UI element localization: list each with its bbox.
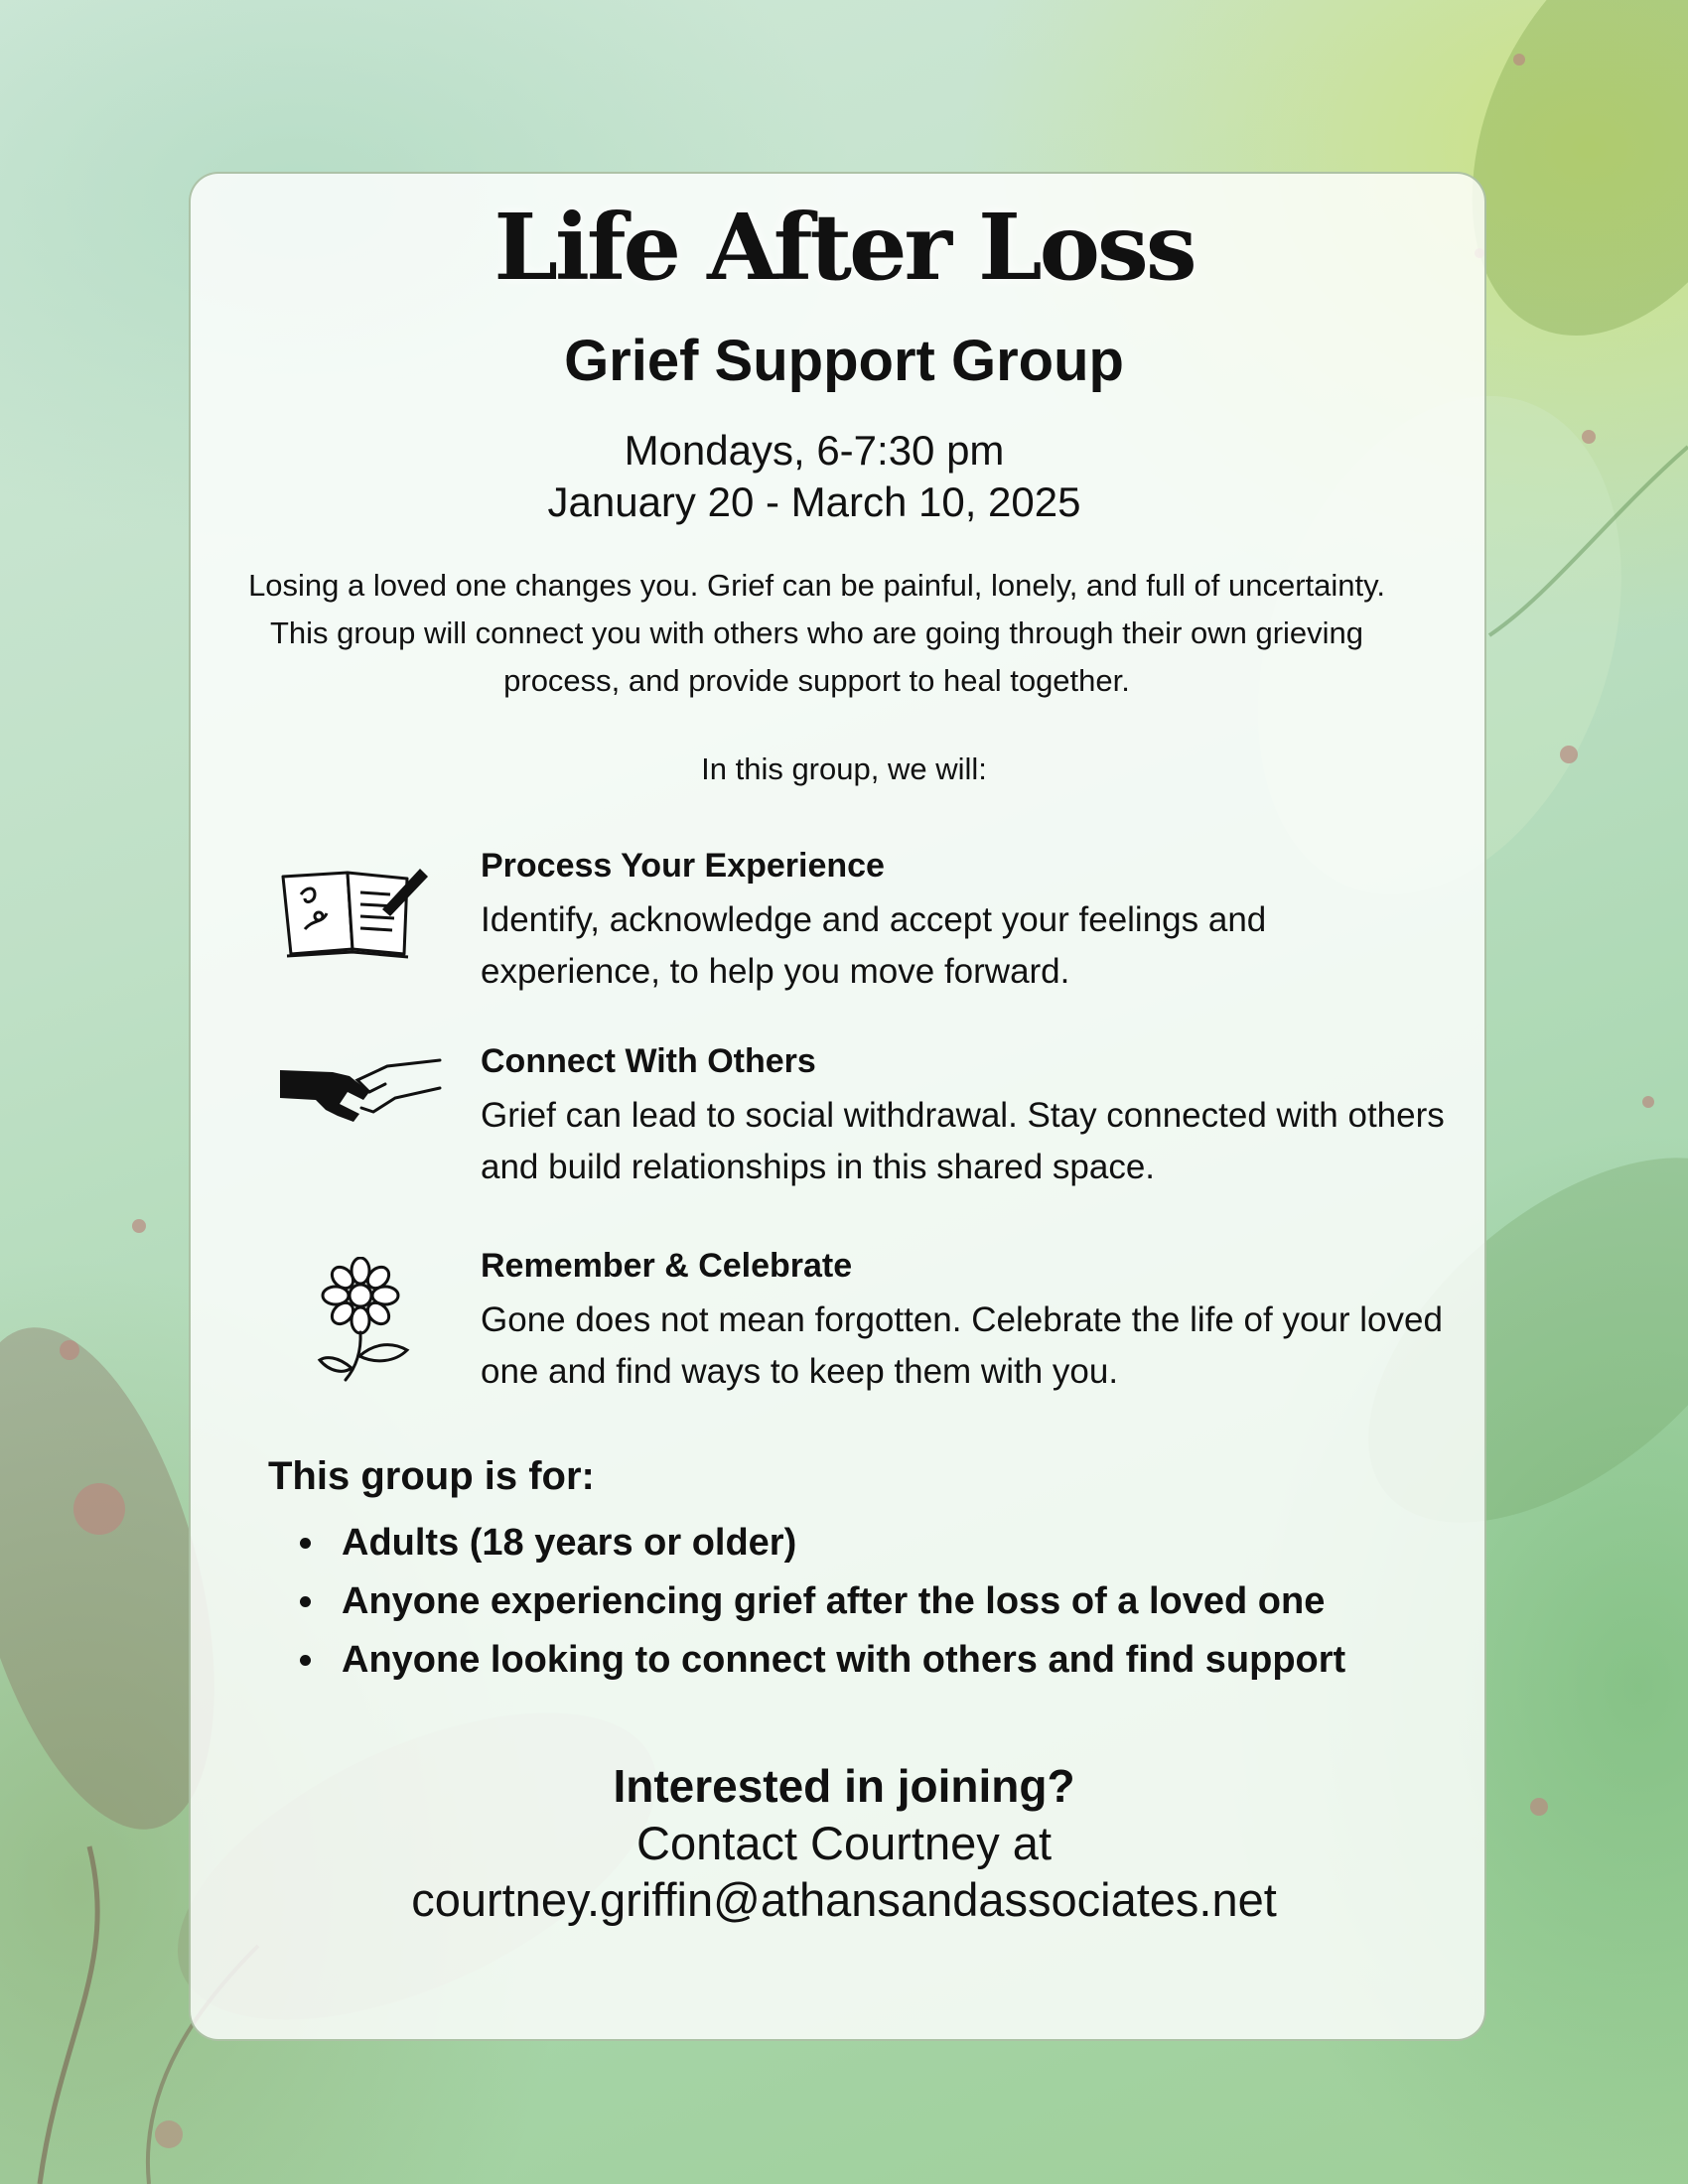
schedule-date-range: January 20 - March 10, 2025 <box>547 478 1081 525</box>
feature-title: Connect With Others <box>481 1042 816 1080</box>
schedule <box>496 425 1132 528</box>
flower-icon <box>316 1257 415 1386</box>
schedule-days-time: Mondays, 6-7:30 pm <box>624 427 1005 474</box>
flyer-title: Life After Loss <box>493 194 1195 301</box>
contact-section <box>0 1757 1688 1928</box>
audience-heading: This group is for: <box>268 1454 595 1498</box>
contact-email[interactable]: courtney.griffin@athansandassociates.net <box>411 1873 1277 1926</box>
feature-title: Remember & Celebrate <box>481 1247 853 1285</box>
audience-list <box>298 1514 1345 1690</box>
lead-in-text: In this group, we will: <box>701 751 987 786</box>
contact-prompt: Contact Courtney at <box>636 1817 1052 1869</box>
audience-item: Anyone looking to connect with others and find support <box>298 1631 1345 1690</box>
audience-item: Adults (18 years or older) <box>298 1514 1345 1572</box>
feature-description: Identify, acknowledge and accept your feelings and experience, to help you move forward. <box>481 900 1267 991</box>
contact-question: Interested in joining? <box>613 1760 1075 1812</box>
feature-description: Gone does not mean forgotten. Celebrate the life of your loved one and find ways to keep them with you. <box>481 1300 1443 1391</box>
feature-description: Grief can lead to social withdrawal. Stay connected with others and build relationships in this shared space. <box>481 1096 1445 1186</box>
feature-title: Process Your Experience <box>481 847 885 885</box>
flyer-subtitle: Grief Support Group <box>564 329 1124 393</box>
intro-paragraph: Losing a loved one changes you. Grief can be painful, lonely, and full of uncertainty. This group will connect you with others who are going through their own grieving process, and provide support to heal together. <box>248 568 1385 698</box>
audience-item: Anyone experiencing grief after the loss of a loved one <box>298 1572 1345 1631</box>
handshake-icon <box>278 1052 442 1132</box>
journal-icon <box>273 855 432 964</box>
